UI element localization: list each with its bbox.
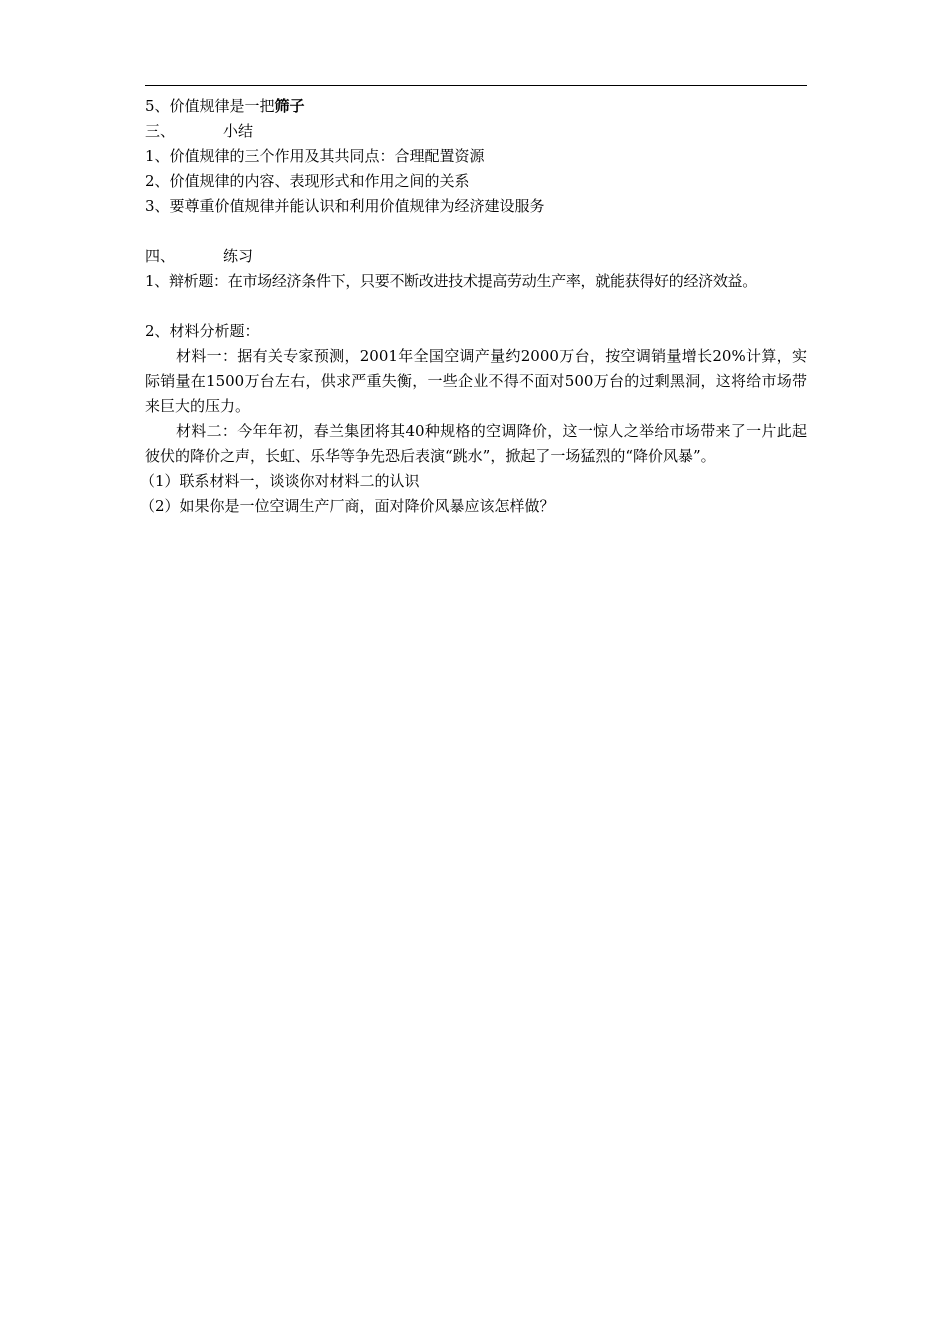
section-4-title: 练习 xyxy=(223,247,254,265)
header-rule xyxy=(145,85,807,86)
section-3-title: 小结 xyxy=(223,122,254,140)
point-5-text: 5、价值规律是一把 xyxy=(145,97,275,115)
section-4-heading xyxy=(145,244,807,269)
material-2-paragraph: 材料二：今年年初，春兰集团将其40种规格的空调降价，这一惊人之举给市场带来了一片此起彼伏的降价之声，长虹、乐华等争先恐后表演“跳水”，掀起了一场猛烈的“降价风暴”。 xyxy=(145,422,807,465)
exercise-question-2-heading: 2、材料分析题： xyxy=(145,322,260,340)
sub-question-1: （1）联系材料一，谈谈你对材料二的认识 xyxy=(140,472,420,490)
section-3-heading xyxy=(145,119,807,144)
exercise-question-1: 1、辩析题：在市场经济条件下，只要不断改进技术提高劳动生产率，就能获得好的经济效益。 xyxy=(145,272,757,290)
section-4-number: 四、 xyxy=(145,247,176,265)
material-1-paragraph: 材料一：据有关专家预测，2001年全国空调产量约2000万台，按空调销量增长20%计算，实际销量在1500万台左右，供求严重失衡，一些企业不得不面对500万台的过剩黑洞，这将给市场带来巨大的压力。 xyxy=(145,347,807,415)
sub-question-2: （2）如果你是一位空调生产厂商，面对降价风暴应该怎样做？ xyxy=(140,497,555,515)
point-5-bold-term: 筛子 xyxy=(274,97,305,115)
section-3-number: 三、 xyxy=(145,122,176,140)
summary-item: 2、价值规律的内容、表现形式和作用之间的关系 xyxy=(145,172,470,190)
point-5 xyxy=(145,94,807,119)
summary-item: 3、要尊重价值规律并能认识和利用价值规律为经济建设服务 xyxy=(145,197,545,215)
summary-item: 1、价值规律的三个作用及其共同点：合理配置资源 xyxy=(145,147,485,165)
document-body xyxy=(140,94,807,519)
